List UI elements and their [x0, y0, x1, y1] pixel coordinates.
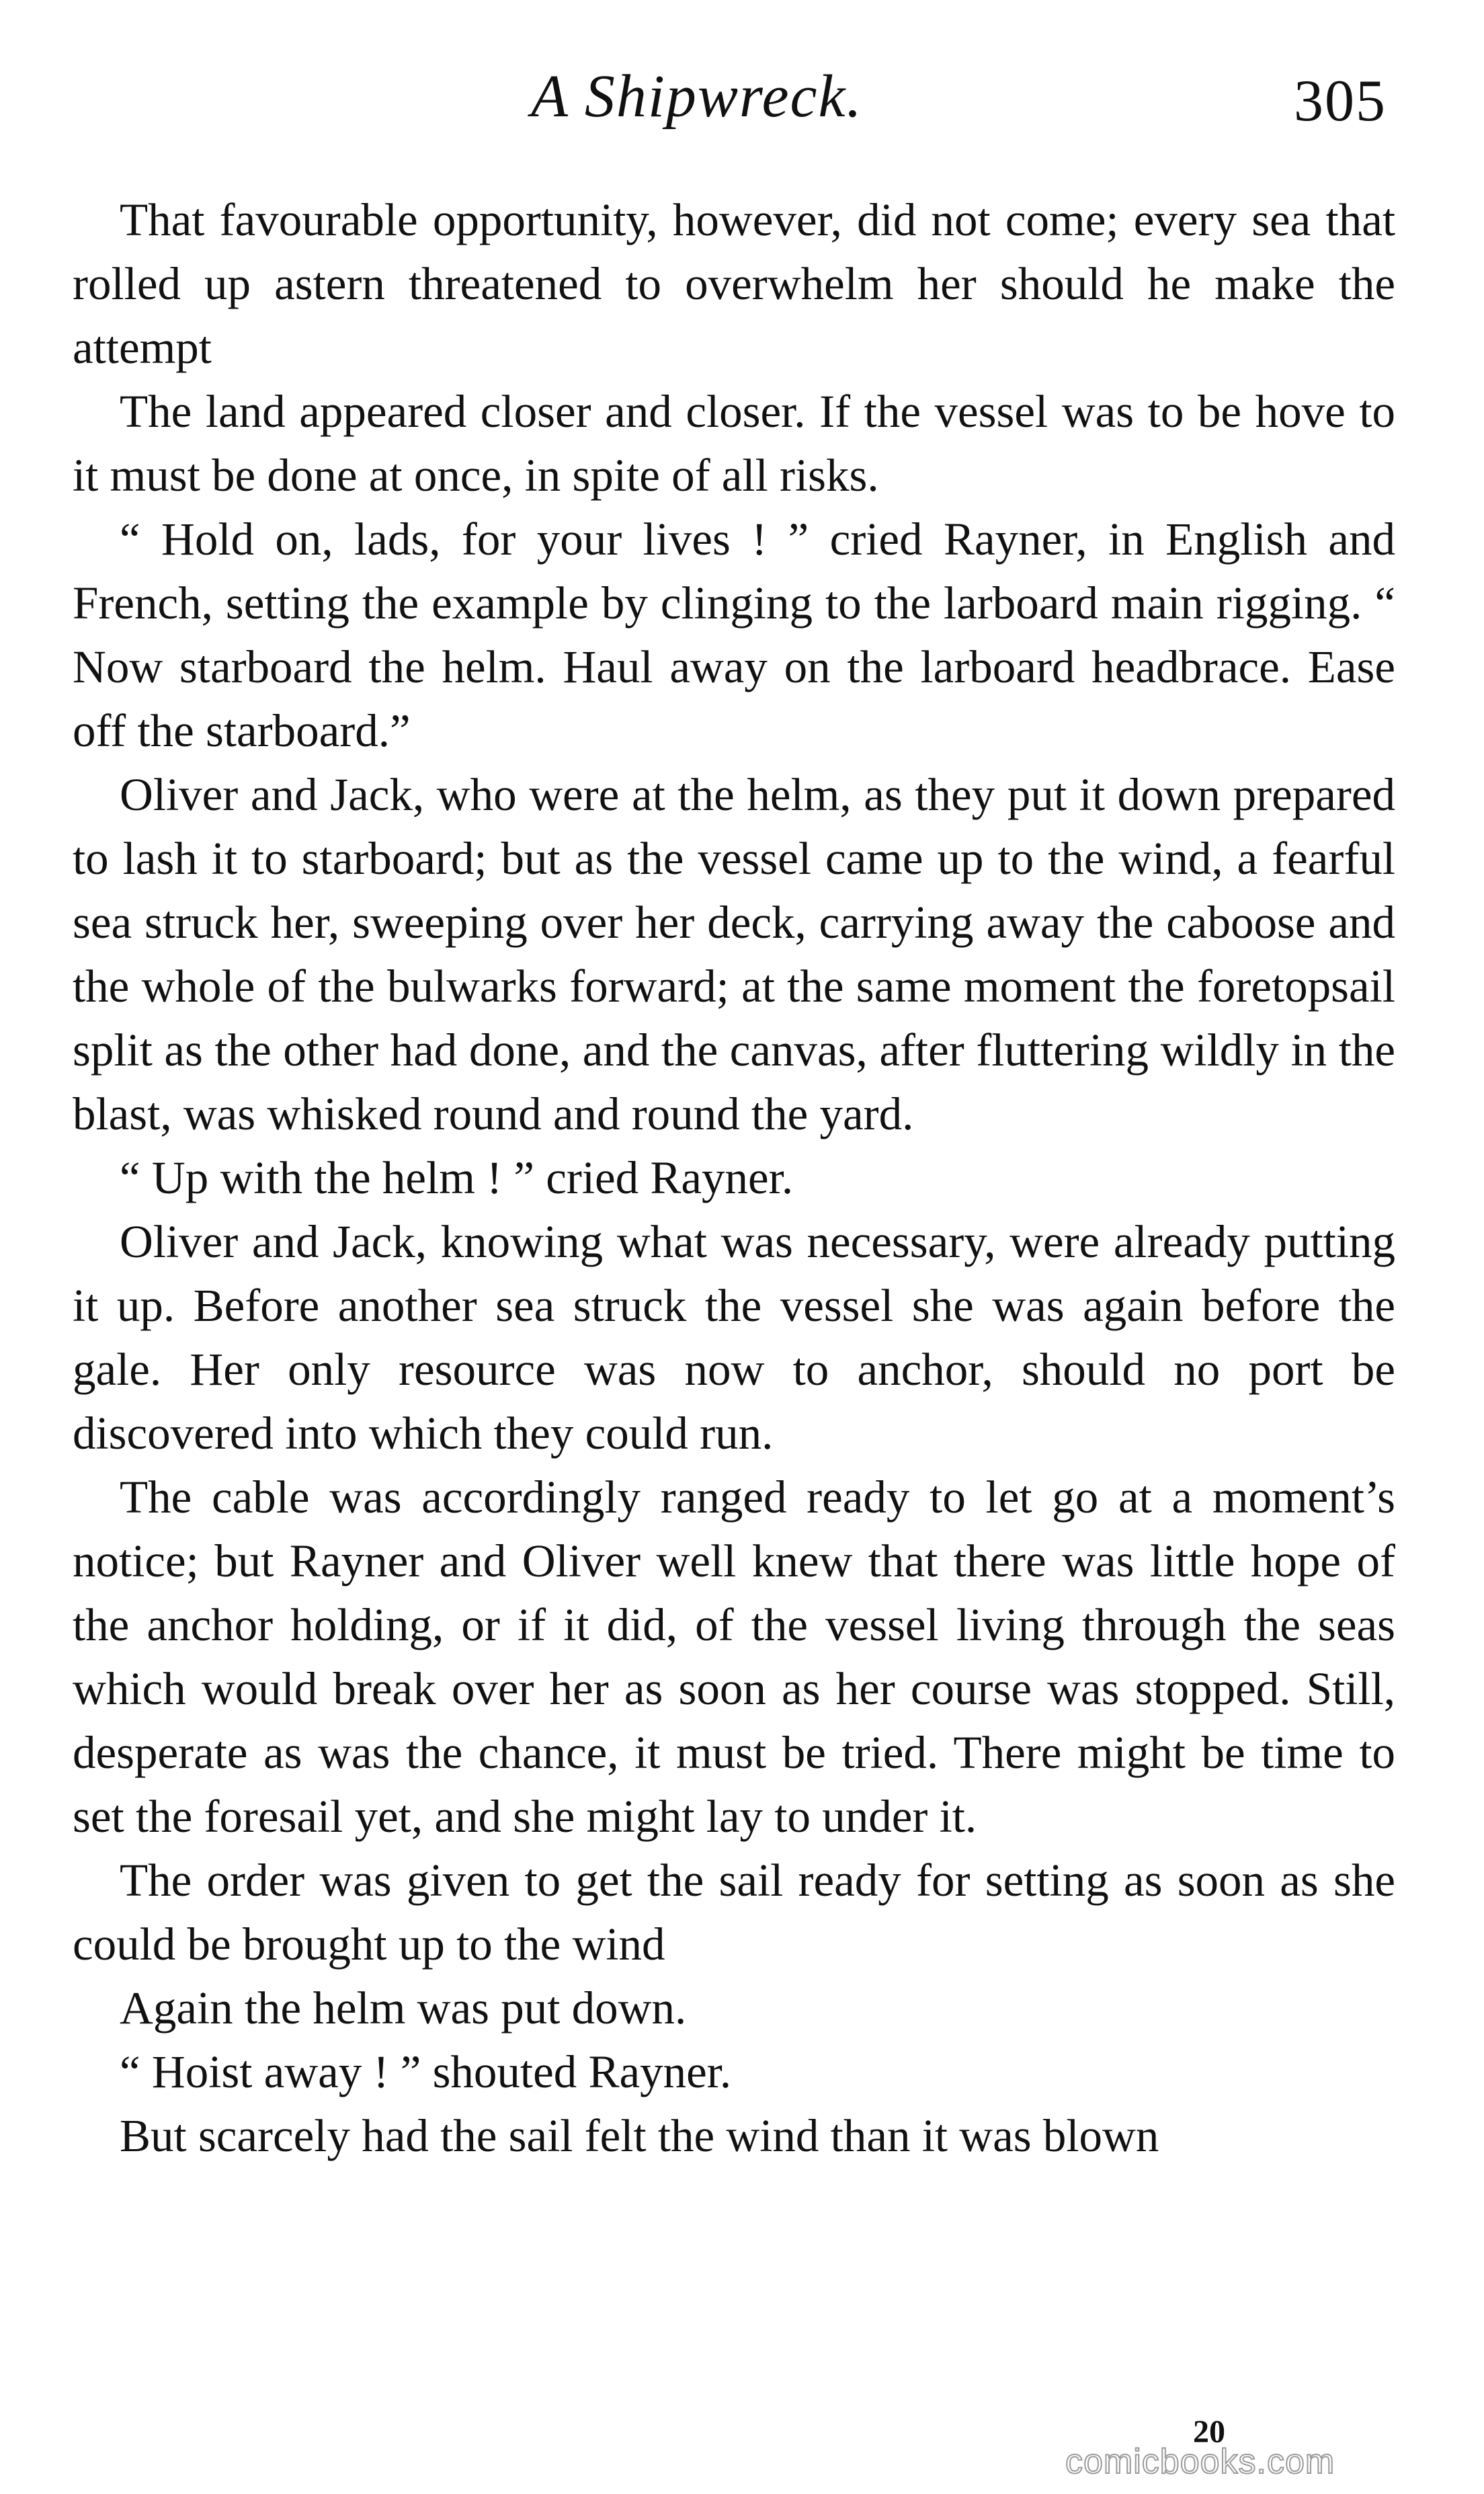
- paragraph: The order was given to get the sail ready for setting as soon as she could be brought up to the wind: [73, 1855, 1395, 1970]
- paragraph: “ Hoist away ! ” shouted Rayner.: [120, 2046, 732, 2097]
- paragraph: “ Up with the helm ! ” cried Rayner.: [120, 1152, 794, 1203]
- paragraph: Oliver and Jack, who were at the helm, as they put it down prepared to lash it to starboard; but as the vessel came up to the wind, a fearful sea struck her, sweeping over her deck, carrying away the caboose and the whole of the bulwarks forward; at the same moment the foretopsail split as the other had done, and the canvas, after fluttering wildly in the blast, was whisked round and round the yard.: [73, 769, 1395, 1139]
- page-header: [0, 62, 1484, 143]
- watermark: comicbooks.com: [1065, 2442, 1335, 2481]
- paragraph: But scarcely had the sail felt the wind than it was blown: [120, 2110, 1159, 2161]
- paragraph: The cable was accordingly ranged ready to let go at a moment’s notice; but Rayner and Oliver well knew that there was little hope of the anchor holding, or if it did, of the vessel living through the seas which would break over her as soon as her course was stopped. Still, desperate as was the chance, it must be tried. There might be time to set the foresail yet, and she might lay to under it.: [73, 1472, 1395, 1842]
- body-text: [73, 188, 1395, 2168]
- paragraph: Oliver and Jack, knowing what was necessary, were already putting it up. Before another sea struck the vessel she was again before the gale. Her only resource was now to anchor, should no port be discovered into which they could run.: [73, 1216, 1395, 1459]
- paragraph: That favourable opportunity, however, did not come; every sea that rolled up astern threatened to overwhelm her should he make the attempt: [73, 194, 1395, 373]
- paragraph: The land appeared closer and closer. If the vessel was to be hove to it must be done at once, in spite of all risks.: [73, 386, 1395, 501]
- running-title: A Shipwreck.: [531, 63, 863, 130]
- paragraph: “ Hold on, lads, for your lives ! ” cried Rayner, in English and French, setting the example by clinging to the larboard main rigging. “ Now starboard the helm. Haul away on the larboard headbrace. Ease off the starboard.”: [73, 514, 1395, 756]
- signature-mark: 20: [1193, 2414, 1225, 2450]
- paragraph: Again the helm was put down.: [120, 1982, 687, 2034]
- page-number: 305: [1294, 69, 1387, 134]
